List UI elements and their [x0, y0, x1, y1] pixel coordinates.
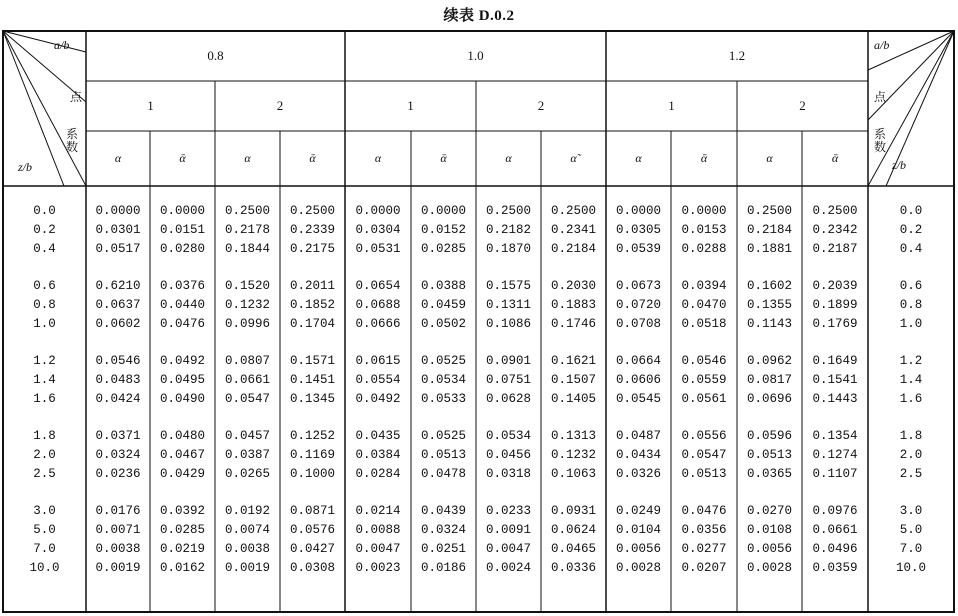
table-cell-c2-r-14: 0.0038	[224, 542, 270, 556]
table-cell-c6-r-11: 0.0318	[485, 467, 531, 481]
table-cell-c10-r-3: 0.1602	[746, 279, 792, 293]
table-cell-c7-r-12: 0.0931	[550, 504, 596, 518]
data-column-10	[737, 202, 802, 578]
table-cell-c5-r-12: 0.0439	[420, 504, 466, 518]
point-header-4: 1	[668, 98, 675, 113]
zb-right-cell-0: 0.0	[899, 204, 923, 218]
table-cell-c5-r-1: 0.0152	[420, 223, 466, 237]
table-cell-c11-r-10: 0.1274	[812, 448, 858, 462]
table-cell-c9-r-9: 0.0556	[681, 429, 727, 443]
table-cell-c11-r-8: 0.1443	[812, 392, 858, 406]
zb-left-cell-0: 0.0	[33, 204, 56, 218]
table-cell-c10-r-9: 0.0596	[746, 429, 792, 443]
data-column-11	[802, 202, 868, 578]
zb-column-left	[3, 202, 86, 578]
table-cell-c4-r-5: 0.0666	[355, 317, 401, 331]
table-cell-c2-r-2: 0.1844	[224, 242, 270, 256]
table-cell-c2-r-8: 0.0547	[224, 392, 270, 406]
table-cell-c11-r-9: 0.1354	[812, 429, 858, 443]
point-header-3: 2	[537, 98, 545, 113]
table-cell-c6-r-13: 0.0091	[485, 523, 531, 537]
table-cell-c6-r-8: 0.0628	[485, 392, 531, 406]
zb-right-cell-10: 2.0	[899, 448, 923, 462]
table-cell-c2-r-13: 0.0074	[224, 523, 270, 537]
table-cell-c2-r-3: 0.1520	[224, 279, 270, 293]
table-cell-c1-r-12: 0.0392	[159, 504, 205, 518]
table-cell-c4-r-4: 0.0688	[355, 298, 401, 312]
table-cell-c8-r-5: 0.0708	[615, 317, 661, 331]
table-cell-c3-r-15: 0.0308	[289, 561, 335, 575]
table-cell-c3-r-6: 0.1571	[289, 354, 335, 368]
zb-right-cell-2: 0.4	[899, 242, 923, 256]
table-cell-c2-r-4: 0.1232	[224, 298, 270, 312]
table-cell-c6-r-4: 0.1311	[485, 298, 531, 312]
table-cell-c6-r-15: 0.0024	[485, 561, 531, 575]
ab-header-2: 1.2	[728, 48, 746, 63]
table-cell-c4-r-11: 0.0284	[355, 467, 401, 481]
zb-left-cell-1: 0.2	[33, 223, 56, 237]
table-cell-c4-r-7: 0.0554	[355, 373, 401, 387]
table-cell-c11-r-2: 0.2187	[812, 242, 858, 256]
table-cell-c8-r-4: 0.0720	[615, 298, 661, 312]
table-cell-c4-r-0: 0.0000	[355, 204, 401, 218]
table-cell-c4-r-14: 0.0047	[355, 542, 401, 556]
table-cell-c8-r-0: 0.0000	[615, 204, 661, 218]
table-cell-c0-r-7: 0.0483	[95, 373, 141, 387]
table-cell-c11-r-14: 0.0496	[812, 542, 858, 556]
table-cell-c0-r-8: 0.0424	[95, 392, 141, 406]
table-cell-c2-r-15: 0.0019	[224, 561, 270, 575]
table-cell-c0-r-0: 0.0000	[95, 204, 141, 218]
corner-left-zb: z/b	[18, 160, 33, 174]
corner-right-point: 点	[874, 90, 887, 104]
table-cell-c7-r-0: 0.2500	[550, 204, 596, 218]
coef-header-11: ᾱ	[831, 151, 839, 165]
table-cell-c0-r-10: 0.0324	[95, 448, 141, 462]
table-cell-c6-r-1: 0.2182	[485, 223, 531, 237]
data-table	[2, 30, 955, 613]
table-cell-c4-r-10: 0.0384	[355, 448, 401, 462]
table-cell-c6-r-3: 0.1575	[485, 279, 531, 293]
zb-left-cell-8: 1.6	[33, 392, 56, 406]
table-cell-c3-r-2: 0.2175	[289, 242, 335, 256]
coef-header-7: α̃	[570, 151, 577, 165]
table-cell-c3-r-7: 0.1451	[289, 373, 335, 387]
table-cell-c9-r-3: 0.0394	[681, 279, 727, 293]
zb-right-cell-7: 1.4	[899, 373, 923, 387]
table-cell-c6-r-6: 0.0901	[485, 354, 531, 368]
table-cell-c5-r-14: 0.0251	[420, 542, 466, 556]
table-cell-c10-r-4: 0.1355	[746, 298, 792, 312]
zb-right-cell-4: 0.8	[899, 298, 923, 312]
table-cell-c5-r-15: 0.0186	[420, 561, 466, 575]
zb-right-cell-1: 0.2	[899, 223, 923, 237]
table-cell-c3-r-11: 0.1000	[289, 467, 335, 481]
table-cell-c5-r-3: 0.0388	[420, 279, 466, 293]
zb-left-cell-7: 1.4	[33, 373, 56, 387]
data-column-6	[476, 202, 541, 578]
table-cell-c3-r-1: 0.2339	[289, 223, 335, 237]
table-cell-c7-r-11: 0.1063	[550, 467, 596, 481]
table-cell-c3-r-8: 0.1345	[289, 392, 335, 406]
table-cell-c8-r-3: 0.0673	[615, 279, 661, 293]
table-cell-c9-r-7: 0.0559	[681, 373, 727, 387]
table-cell-c10-r-8: 0.0696	[746, 392, 792, 406]
table-cell-c10-r-10: 0.0513	[746, 448, 792, 462]
table-cell-c4-r-9: 0.0435	[355, 429, 401, 443]
table-cell-c7-r-14: 0.0465	[550, 542, 596, 556]
table-cell-c0-r-4: 0.0637	[95, 298, 141, 312]
point-header-2: 1	[407, 98, 414, 113]
zb-right-cell-3: 0.6	[899, 279, 923, 293]
table-cell-c1-r-1: 0.0151	[159, 223, 205, 237]
table-cell-c9-r-13: 0.0356	[681, 523, 727, 537]
point-header-1: 2	[276, 98, 284, 113]
table-cell-c9-r-15: 0.0207	[681, 561, 727, 575]
table-cell-c1-r-0: 0.0000	[159, 204, 205, 218]
table-cell-c10-r-6: 0.0962	[746, 354, 792, 368]
table-cell-c6-r-10: 0.0456	[485, 448, 531, 462]
table-cell-c3-r-4: 0.1852	[289, 298, 335, 312]
zb-right-cell-15: 10.0	[895, 561, 926, 575]
table-cell-c3-r-10: 0.1169	[289, 448, 335, 462]
zb-left-cell-15: 10.0	[29, 561, 60, 575]
table-cell-c8-r-2: 0.0539	[615, 242, 661, 256]
table-cell-c2-r-0: 0.2500	[224, 204, 270, 218]
coef-header-3: ᾱ	[309, 151, 316, 165]
table-cell-c7-r-7: 0.1507	[550, 373, 596, 387]
coef-header-6: α	[505, 151, 512, 165]
coef-header-4: α	[374, 151, 382, 165]
table-cell-c8-r-7: 0.0606	[615, 373, 661, 387]
table-cell-c0-r-9: 0.0371	[95, 429, 141, 443]
table-cell-c11-r-4: 0.1899	[812, 298, 858, 312]
table-cell-c5-r-13: 0.0324	[420, 523, 466, 537]
table-cell-c2-r-7: 0.0661	[224, 373, 270, 387]
zb-left-cell-4: 0.8	[33, 298, 56, 312]
table-cell-c7-r-10: 0.1232	[550, 448, 596, 462]
zb-left-cell-13: 5.0	[33, 523, 56, 537]
table-cell-c9-r-2: 0.0288	[681, 242, 727, 256]
table-cell-c7-r-4: 0.1883	[550, 298, 596, 312]
table-cell-c3-r-14: 0.0427	[289, 542, 335, 556]
table-cell-c6-r-5: 0.1086	[485, 317, 531, 331]
table-cell-c4-r-13: 0.0088	[355, 523, 401, 537]
table-cell-c5-r-7: 0.0534	[420, 373, 466, 387]
table-cell-c10-r-11: 0.0365	[746, 467, 792, 481]
table-cell-c2-r-10: 0.0387	[224, 448, 270, 462]
table-cell-c5-r-2: 0.0285	[420, 242, 466, 256]
table-cell-c9-r-8: 0.0561	[681, 392, 727, 406]
coef-header-5: ᾱ	[440, 151, 447, 165]
table-cell-c9-r-1: 0.0153	[681, 223, 727, 237]
table-cell-c7-r-8: 0.1405	[550, 392, 596, 406]
coef-header-1: ᾱ	[179, 151, 186, 165]
table-cell-c0-r-1: 0.0301	[95, 223, 141, 237]
table-cell-c8-r-14: 0.0056	[615, 542, 661, 556]
data-column-1	[150, 202, 215, 578]
table-cell-c7-r-2: 0.2184	[550, 242, 596, 256]
table-cell-c1-r-6: 0.0492	[159, 354, 205, 368]
corner-left-coef: 系数	[66, 127, 79, 154]
corner-left-ab: a/b	[54, 38, 70, 52]
table-cell-c1-r-14: 0.0219	[159, 542, 205, 556]
table-cell-c4-r-3: 0.0654	[355, 279, 401, 293]
table-cell-c4-r-12: 0.0214	[355, 504, 401, 518]
table-cell-c1-r-9: 0.0480	[159, 429, 205, 443]
table-cell-c6-r-7: 0.0751	[485, 373, 531, 387]
table-cell-c2-r-5: 0.0996	[224, 317, 270, 331]
table-cell-c10-r-7: 0.0817	[746, 373, 792, 387]
table-cell-c8-r-8: 0.0545	[615, 392, 661, 406]
table-cell-c3-r-3: 0.2011	[289, 279, 335, 293]
table-cell-c2-r-11: 0.0265	[224, 467, 270, 481]
ab-header-1: 1.0	[467, 48, 484, 63]
table-cell-c11-r-6: 0.1649	[812, 354, 858, 368]
zb-left-cell-11: 2.5	[33, 467, 56, 481]
table-cell-c7-r-5: 0.1746	[550, 317, 596, 331]
zb-right-cell-14: 7.0	[899, 542, 923, 556]
table-cell-c11-r-3: 0.2039	[812, 279, 858, 293]
corner-left-point: 点	[70, 90, 83, 104]
table-cell-c7-r-13: 0.0624	[550, 523, 596, 537]
data-column-7	[541, 202, 606, 578]
table-cell-c7-r-3: 0.2030	[550, 279, 596, 293]
table-cell-c1-r-4: 0.0440	[159, 298, 205, 312]
table-cell-c11-r-11: 0.1107	[812, 467, 858, 481]
zb-column-right	[868, 202, 954, 578]
data-column-4	[345, 202, 411, 578]
zb-right-cell-8: 1.6	[899, 392, 923, 406]
zb-left-cell-5: 1.0	[33, 317, 56, 331]
table-cell-c4-r-2: 0.0531	[355, 242, 401, 256]
table-cell-c11-r-0: 0.2500	[812, 204, 858, 218]
corner-right-zb: z/b	[892, 158, 907, 172]
table-cell-c1-r-5: 0.0476	[159, 317, 205, 331]
table-cell-c5-r-9: 0.0525	[420, 429, 466, 443]
table-cell-c1-r-3: 0.0376	[159, 279, 205, 293]
table-cell-c9-r-6: 0.0546	[681, 354, 727, 368]
data-column-0	[86, 202, 150, 578]
table-cell-c7-r-1: 0.2341	[550, 223, 596, 237]
table-cell-c5-r-11: 0.0478	[420, 467, 466, 481]
table-cell-c5-r-6: 0.0525	[420, 354, 466, 368]
zb-left-cell-10: 2.0	[33, 448, 56, 462]
table-cell-c1-r-7: 0.0495	[159, 373, 205, 387]
table-cell-c8-r-15: 0.0028	[615, 561, 661, 575]
table-cell-c2-r-12: 0.0192	[224, 504, 270, 518]
table-cell-c4-r-15: 0.0023	[355, 561, 401, 575]
table-cell-c4-r-8: 0.0492	[355, 392, 401, 406]
point-header-0: 1	[147, 98, 154, 113]
zb-left-cell-6: 1.2	[33, 354, 56, 368]
table-cell-c7-r-6: 0.1621	[550, 354, 596, 368]
data-column-5	[411, 202, 476, 578]
table-cell-c1-r-11: 0.0429	[159, 467, 205, 481]
table-cell-c0-r-15: 0.0019	[95, 561, 141, 575]
zb-right-cell-11: 2.5	[899, 467, 923, 481]
table-cell-c10-r-12: 0.0270	[746, 504, 792, 518]
zb-right-cell-9: 1.8	[899, 429, 923, 443]
ab-header-0: 0.8	[207, 48, 224, 63]
coef-header-9: ᾱ	[700, 151, 708, 165]
table-cell-c0-r-14: 0.0038	[95, 542, 141, 556]
table-cell-c5-r-10: 0.0513	[420, 448, 466, 462]
table-cell-c8-r-11: 0.0326	[615, 467, 661, 481]
table-cell-c3-r-0: 0.2500	[289, 204, 335, 218]
table-cell-c6-r-0: 0.2500	[485, 204, 531, 218]
coef-header-2: α	[244, 151, 251, 165]
table-cell-c1-r-15: 0.0162	[159, 561, 205, 575]
data-column-9	[671, 202, 737, 578]
table-cell-c3-r-12: 0.0871	[289, 504, 335, 518]
table-cell-c0-r-11: 0.0236	[95, 467, 141, 481]
coef-header-0: α	[114, 151, 122, 165]
zb-left-cell-9: 1.8	[33, 429, 56, 443]
table-cell-c10-r-1: 0.2184	[746, 223, 792, 237]
zb-right-cell-12: 3.0	[899, 504, 923, 518]
table-cell-c9-r-11: 0.0513	[681, 467, 727, 481]
table-cell-c5-r-4: 0.0459	[420, 298, 466, 312]
table-cell-c2-r-9: 0.0457	[224, 429, 270, 443]
table-cell-c1-r-2: 0.0280	[159, 242, 205, 256]
table-cell-c10-r-5: 0.1143	[746, 317, 792, 331]
table-cell-c8-r-12: 0.0249	[615, 504, 661, 518]
table-cell-c0-r-5: 0.0602	[95, 317, 141, 331]
table-cell-c4-r-6: 0.0615	[355, 354, 401, 368]
data-column-3	[280, 202, 345, 578]
table-cell-c11-r-1: 0.2342	[812, 223, 858, 237]
table-cell-c6-r-9: 0.0534	[485, 429, 531, 443]
coef-header-8: α	[635, 151, 642, 165]
table-cell-c11-r-5: 0.1769	[812, 317, 858, 331]
zb-left-cell-2: 0.4	[33, 242, 56, 256]
table-cell-c0-r-12: 0.0176	[95, 504, 141, 518]
zb-right-cell-6: 1.2	[899, 354, 923, 368]
table-cell-c0-r-3: 0.6210	[95, 279, 141, 293]
table-cell-c3-r-5: 0.1704	[289, 317, 335, 331]
table-cell-c8-r-9: 0.0487	[615, 429, 661, 443]
table-cell-c9-r-0: 0.0000	[681, 204, 727, 218]
table-cell-c2-r-1: 0.2178	[224, 223, 270, 237]
data-column-2	[215, 202, 280, 578]
table-cell-c10-r-2: 0.1881	[746, 242, 792, 256]
table-cell-c9-r-12: 0.0476	[681, 504, 727, 518]
data-column-8	[606, 202, 671, 578]
table-cell-c1-r-10: 0.0467	[159, 448, 205, 462]
table-cell-c11-r-12: 0.0976	[812, 504, 858, 518]
zb-right-cell-13: 5.0	[899, 523, 923, 537]
table-cell-c0-r-6: 0.0546	[95, 354, 141, 368]
table-cell-c8-r-6: 0.0664	[615, 354, 661, 368]
table-cell-c5-r-0: 0.0000	[420, 204, 466, 218]
table-cell-c9-r-14: 0.0277	[681, 542, 727, 556]
table-cell-c5-r-5: 0.0502	[420, 317, 466, 331]
zb-left-cell-12: 3.0	[33, 504, 56, 518]
table-cell-c9-r-10: 0.0547	[681, 448, 727, 462]
table-cell-c0-r-13: 0.0071	[95, 523, 141, 537]
table-cell-c11-r-13: 0.0661	[812, 523, 858, 537]
corner-right-ab: a/b	[874, 38, 890, 52]
table-cell-c1-r-13: 0.0285	[159, 523, 205, 537]
table-cell-c2-r-6: 0.0807	[224, 354, 270, 368]
zb-left-cell-14: 7.0	[33, 542, 56, 556]
table-cell-c6-r-14: 0.0047	[485, 542, 531, 556]
table-cell-c7-r-15: 0.0336	[550, 561, 596, 575]
table-cell-c11-r-15: 0.0359	[812, 561, 858, 575]
table-cell-c11-r-7: 0.1541	[812, 373, 858, 387]
table-cell-c10-r-13: 0.0108	[746, 523, 792, 537]
table-cell-c10-r-15: 0.0028	[746, 561, 792, 575]
table-cell-c8-r-13: 0.0104	[615, 523, 661, 537]
table-cell-c8-r-1: 0.0305	[615, 223, 661, 237]
table-cell-c4-r-1: 0.0304	[355, 223, 401, 237]
table-cell-c1-r-8: 0.0490	[159, 392, 205, 406]
table-cell-c8-r-10: 0.0434	[615, 448, 661, 462]
coef-header-10: α	[766, 151, 773, 165]
table-cell-c6-r-12: 0.0233	[485, 504, 531, 518]
table-cell-c6-r-2: 0.1870	[485, 242, 531, 256]
point-header-5: 2	[799, 98, 806, 113]
table-cell-c9-r-4: 0.0470	[681, 298, 727, 312]
table-title: 续表 D.0.2	[443, 8, 515, 24]
zb-left-cell-3: 0.6	[33, 279, 56, 293]
table-cell-c7-r-9: 0.1313	[550, 429, 596, 443]
table-cell-c9-r-5: 0.0518	[681, 317, 727, 331]
table-cell-c10-r-14: 0.0056	[746, 542, 792, 556]
table-cell-c5-r-8: 0.0533	[420, 392, 466, 406]
zb-right-cell-5: 1.0	[899, 317, 923, 331]
table-cell-c3-r-13: 0.0576	[289, 523, 335, 537]
corner-right-coef: 系数	[874, 127, 887, 154]
table-cell-c0-r-2: 0.0517	[95, 242, 141, 256]
table-cell-c3-r-9: 0.1252	[289, 429, 335, 443]
table-cell-c10-r-0: 0.2500	[746, 204, 792, 218]
